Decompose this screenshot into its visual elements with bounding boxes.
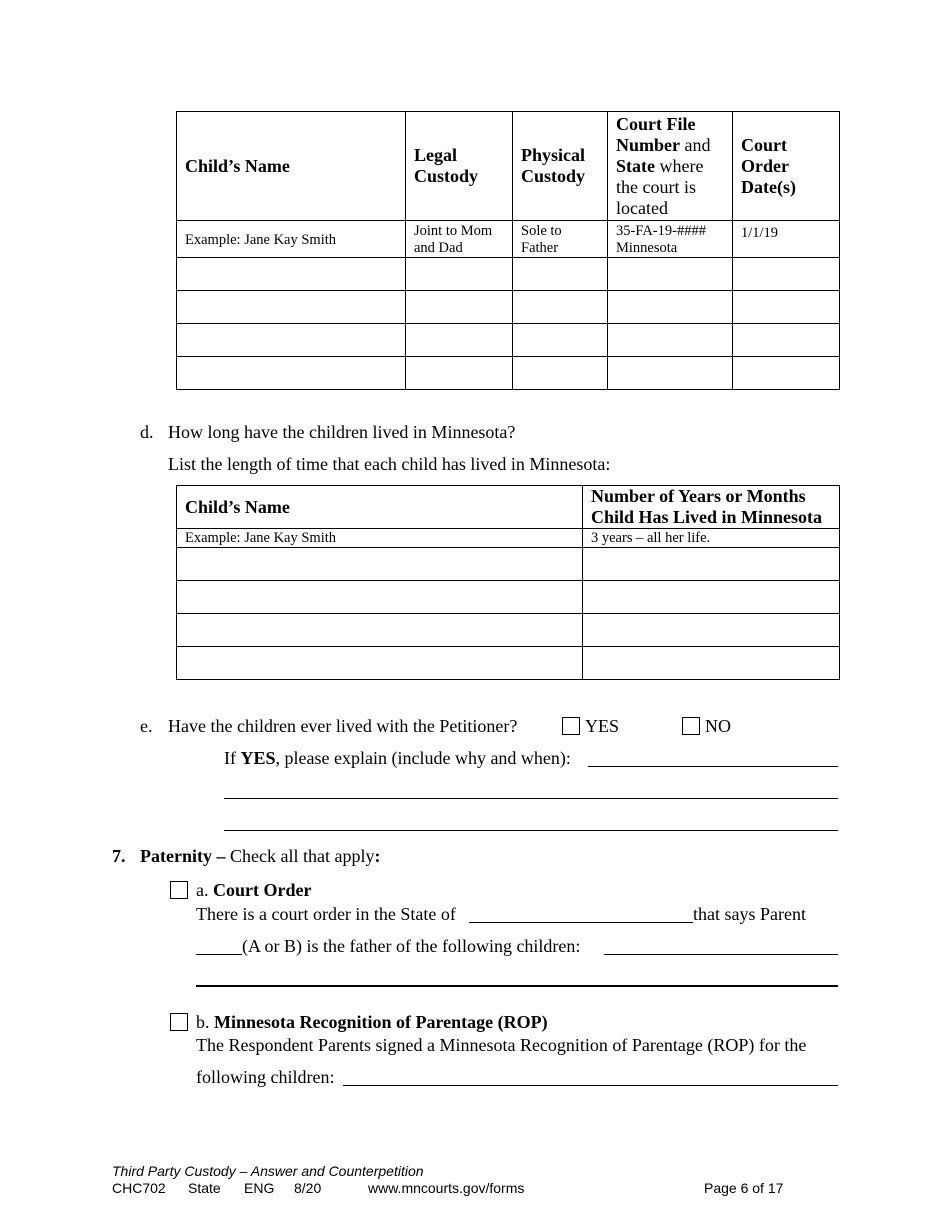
residence-header-years: Number of Years or Months Child Has Lived in Minnesota	[583, 486, 840, 529]
section-e-question: Have the children ever lived with the Petitioner?	[168, 716, 518, 736]
section-7-number	[112, 845, 126, 867]
table-cell[interactable]	[733, 291, 840, 324]
residence-table	[176, 485, 840, 680]
custody-table	[176, 111, 840, 390]
section-d-marker: d.	[140, 422, 154, 442]
table-cell[interactable]	[583, 614, 840, 647]
section-d-question: How long have the children lived in Minnesota?	[168, 422, 516, 442]
table-cell[interactable]	[406, 258, 513, 291]
footer-form-title: Third Party Custody – Answer and Counterpetition	[112, 1163, 424, 1179]
header-child-name: Child’s Name	[177, 112, 406, 221]
table-cell[interactable]	[513, 324, 608, 357]
rop-heading	[196, 1011, 548, 1033]
explain-prefix: If	[224, 748, 241, 768]
table-cell[interactable]	[177, 647, 583, 680]
table-row	[177, 357, 840, 390]
table-cell[interactable]	[608, 291, 733, 324]
table-cell[interactable]	[733, 357, 840, 390]
court-file-normal-1: and	[680, 134, 711, 155]
table-cell[interactable]	[608, 357, 733, 390]
rop-line2-start: following children:	[196, 1067, 335, 1087]
header-court-file	[608, 112, 733, 221]
explain-input-line-2[interactable]	[224, 798, 838, 799]
table-row	[177, 647, 840, 680]
court-order-line2-middle: (A or B) is the father of the following children:	[242, 936, 581, 956]
residence-example-years: 3 years – all her life.	[583, 529, 840, 548]
court-order-heading	[196, 879, 311, 901]
children-input-line-a1[interactable]	[604, 954, 838, 955]
table-row	[177, 548, 840, 581]
paternity-colon: :	[374, 846, 381, 866]
table-cell[interactable]	[513, 291, 608, 324]
court-order-line1-start: There is a court order in the State of	[196, 904, 456, 924]
table-cell[interactable]	[733, 324, 840, 357]
residence-header-child-name: Child’s Name	[177, 486, 583, 529]
table-cell[interactable]	[177, 581, 583, 614]
state-input-line[interactable]	[469, 922, 693, 923]
custody-example-row	[177, 221, 840, 258]
example-physical-custody: Sole to Father	[513, 221, 608, 258]
example-court-order-date: 1/1/19	[733, 221, 840, 258]
table-cell[interactable]	[406, 291, 513, 324]
table-row	[177, 258, 840, 291]
header-court-order-date: Court Order Date(s)	[733, 112, 840, 221]
table-cell[interactable]	[177, 324, 406, 357]
example-child-name: Example: Jane Kay Smith	[177, 221, 406, 258]
residence-example-child: Example: Jane Kay Smith	[177, 529, 583, 548]
court-file-bold-2: State	[616, 155, 655, 176]
residence-example-row	[177, 529, 840, 548]
parent-letter-input-line[interactable]	[196, 954, 242, 955]
no-label: NO	[705, 716, 731, 736]
table-cell[interactable]	[733, 258, 840, 291]
rop-line1: The Respondent Parents signed a Minnesota Recognition of Parentage (ROP) for the	[196, 1035, 807, 1055]
table-cell[interactable]	[583, 581, 840, 614]
section-d-instruction: List the length of time that each child has lived in Minnesota:	[168, 454, 611, 474]
court-file-normal-2: where the court is located	[616, 155, 704, 218]
table-cell[interactable]	[177, 291, 406, 324]
table-cell[interactable]	[608, 258, 733, 291]
explain-input-line-3[interactable]	[224, 830, 838, 831]
explain-prompt	[224, 747, 571, 769]
no-checkbox[interactable]	[682, 717, 700, 735]
court-file-bold-1: Court File Number	[616, 113, 696, 155]
section-7-number-text: 7.	[112, 846, 126, 866]
paternity-title: Paternity –	[140, 846, 226, 866]
rop-marker: b.	[196, 1012, 214, 1032]
children-input-line-a2[interactable]	[196, 985, 838, 987]
section-e-marker: e.	[140, 716, 153, 736]
explain-bold: YES	[240, 748, 276, 768]
table-row	[177, 614, 840, 647]
table-cell[interactable]	[513, 258, 608, 291]
table-cell[interactable]	[583, 548, 840, 581]
table-row	[177, 291, 840, 324]
rop-children-input-line[interactable]	[343, 1085, 838, 1086]
table-cell[interactable]	[177, 258, 406, 291]
footer-form-code: CHC702	[112, 1180, 166, 1196]
table-cell[interactable]	[513, 357, 608, 390]
table-cell[interactable]	[608, 324, 733, 357]
table-cell[interactable]	[406, 324, 513, 357]
yes-label: YES	[585, 716, 620, 736]
footer-page-number: Page 6 of 17	[704, 1180, 784, 1196]
court-order-checkbox[interactable]	[170, 881, 188, 899]
custody-table-header-row	[177, 112, 840, 221]
court-order-marker: a.	[196, 880, 213, 900]
table-row	[177, 581, 840, 614]
explain-suffix: , please explain (include why and when):	[275, 748, 571, 768]
table-cell[interactable]	[177, 614, 583, 647]
example-legal-custody: Joint to Mom and Dad	[406, 221, 513, 258]
header-legal-custody: Legal Custody	[406, 112, 513, 221]
rop-checkbox[interactable]	[170, 1013, 188, 1031]
rop-title: Minnesota Recognition of Parentage (ROP)	[214, 1012, 548, 1032]
table-cell[interactable]	[177, 357, 406, 390]
table-cell[interactable]	[406, 357, 513, 390]
footer-state: State	[188, 1180, 221, 1196]
residence-table-header-row	[177, 486, 840, 529]
footer-language: ENG	[244, 1180, 275, 1196]
explain-input-line-1[interactable]	[588, 766, 838, 767]
yes-checkbox[interactable]	[562, 717, 580, 735]
section-7-heading	[140, 845, 380, 867]
table-cell[interactable]	[583, 647, 840, 680]
table-cell[interactable]	[177, 548, 583, 581]
example-court-file: 35-FA-19-#### Minnesota	[608, 221, 733, 258]
paternity-subtitle: Check all that apply	[225, 846, 375, 866]
footer-date: 8/20	[294, 1180, 322, 1196]
header-physical-custody: Physical Custody	[513, 112, 608, 221]
table-row	[177, 324, 840, 357]
footer-url: www.mncourts.gov/forms	[368, 1180, 525, 1196]
court-order-title: Court Order	[213, 880, 312, 900]
court-order-line1-end: that says Parent	[693, 904, 806, 924]
